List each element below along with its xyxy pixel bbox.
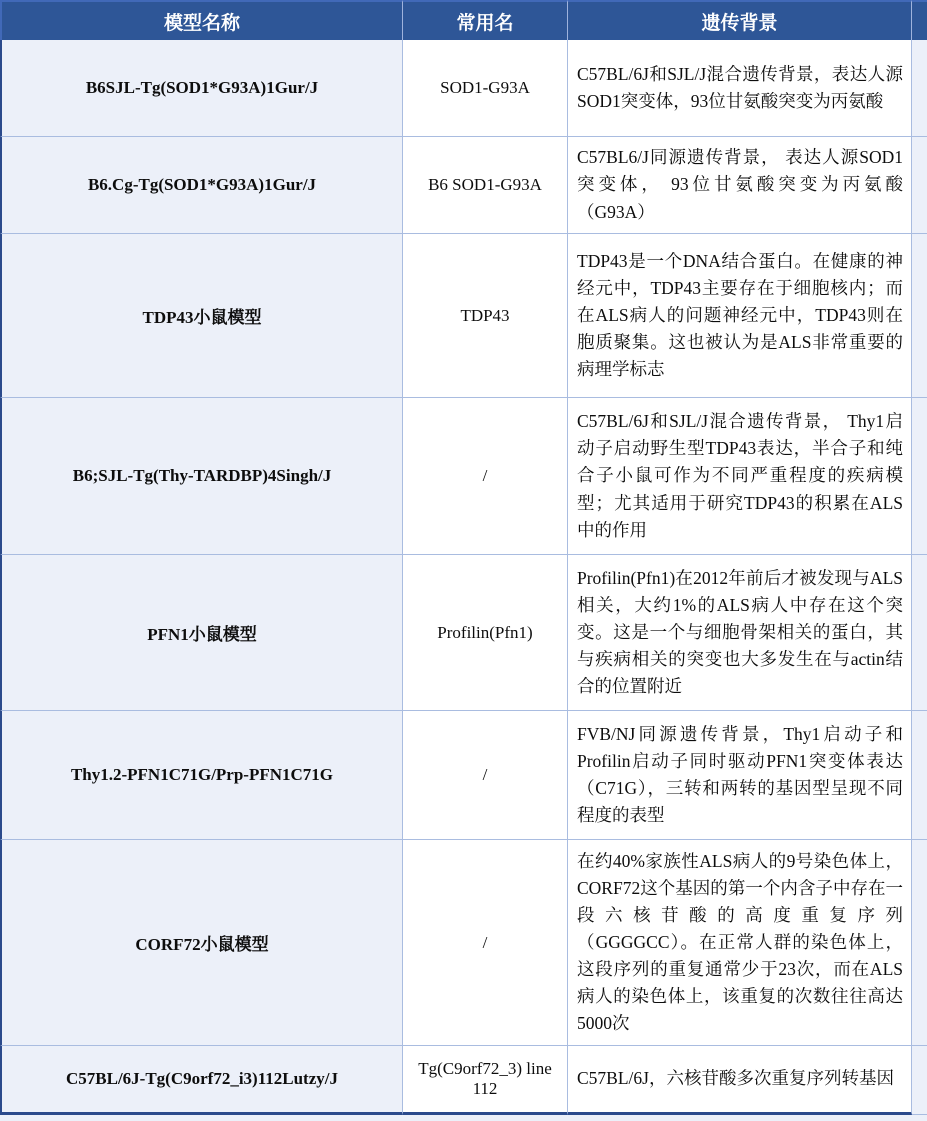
cell-common-name: / (403, 711, 568, 840)
table-header-row (0, 0, 927, 40)
cell-model-name: TDP43小鼠模型 (0, 234, 403, 398)
cell-spacer (912, 137, 927, 234)
column-header-genetic-background: 遗传背景 (568, 0, 912, 40)
cell-spacer (912, 234, 927, 398)
cell-model-name: PFN1小鼠模型 (0, 555, 403, 711)
cell-model-name: CORF72小鼠模型 (0, 840, 403, 1046)
cell-common-name: / (403, 398, 568, 555)
cell-spacer (912, 40, 927, 137)
cell-common-name: Tg(C9orf72_3) line 112 (403, 1046, 568, 1115)
table-row (0, 555, 927, 711)
cell-genetic-background: TDP43是一个DNA结合蛋白。在健康的神经元中，TDP43主要存在于细胞核内；而在ALS病人的问题神经元中，TDP43则在胞质聚集。这也被认为是ALS非常重要的病理学标志 (568, 234, 912, 398)
cell-model-name: C57BL/6J-Tg(C9orf72_i3)112Lutzy/J (0, 1046, 403, 1115)
table-row (0, 1046, 927, 1115)
table-row (0, 398, 927, 555)
cell-model-name: B6SJL-Tg(SOD1*G93A)1Gur/J (0, 40, 403, 137)
cell-genetic-background: C57BL6/J同源遗传背景， 表达人源SOD1突变体， 93位甘氨酸突变为丙氨酸（G93A） (568, 137, 912, 234)
cell-common-name: B6 SOD1-G93A (403, 137, 568, 234)
cell-spacer (912, 1046, 927, 1115)
cell-genetic-background: Profilin(Pfn1)在2012年前后才被发现与ALS相关，大约1%的ALS病人中存在这个突变。这是一个与细胞骨架相关的蛋白，其与疾病相关的突变也大多发生在与actin结合的位置附近 (568, 555, 912, 711)
column-header-model-name: 模型名称 (0, 0, 403, 40)
table-row (0, 840, 927, 1046)
cell-genetic-background: FVB/NJ同源遗传背景，Thy1启动子和 Profilin启动子同时驱动PFN1突变体表达（C71G），三转和两转的基因型呈现不同程度的表型 (568, 711, 912, 840)
cell-common-name: TDP43 (403, 234, 568, 398)
table-body (0, 40, 927, 1115)
cell-spacer (912, 398, 927, 555)
cell-spacer (912, 840, 927, 1046)
cell-spacer (912, 711, 927, 840)
cell-model-name: Thy1.2-PFN1C71G/Prp-PFN1C71G (0, 711, 403, 840)
cell-genetic-background: 在约40%家族性ALS病人的9号染色体上，CORF72这个基因的第一个内含子中存在一段六核苷酸的高度重复序列（GGGGCC）。在正常人群的染色体上，这段序列的重复通常少于23次，而在ALS病人的染色体上，该重复的次数往往高达5000次 (568, 840, 912, 1046)
cell-model-name: B6.Cg-Tg(SOD1*G93A)1Gur/J (0, 137, 403, 234)
cell-common-name: / (403, 840, 568, 1046)
column-header-common-name: 常用名 (403, 0, 568, 40)
cell-genetic-background: C57BL/6J，六核苷酸多次重复序列转基因 (568, 1046, 912, 1115)
cell-spacer (912, 555, 927, 711)
table-row (0, 40, 927, 137)
table-row (0, 137, 927, 234)
cell-common-name: Profilin(Pfn1) (403, 555, 568, 711)
cell-genetic-background: C57BL/6J和SJL/J混合遗传背景， Thy1启动子启动野生型TDP43表达，半合子和纯合子小鼠可作为不同严重程度的疾病模型；尤其适用于研究TDP43的积累在ALS中的作用 (568, 398, 912, 555)
cell-common-name: SOD1-G93A (403, 40, 568, 137)
cell-model-name: B6;SJL-Tg(Thy-TARDBP)4Singh/J (0, 398, 403, 555)
cell-genetic-background: C57BL/6J和SJL/J混合遗传背景，表达人源SOD1突变体，93位甘氨酸突变为丙氨酸 (568, 40, 912, 137)
column-header-spacer (912, 0, 927, 40)
table-row (0, 711, 927, 840)
table-row (0, 234, 927, 398)
